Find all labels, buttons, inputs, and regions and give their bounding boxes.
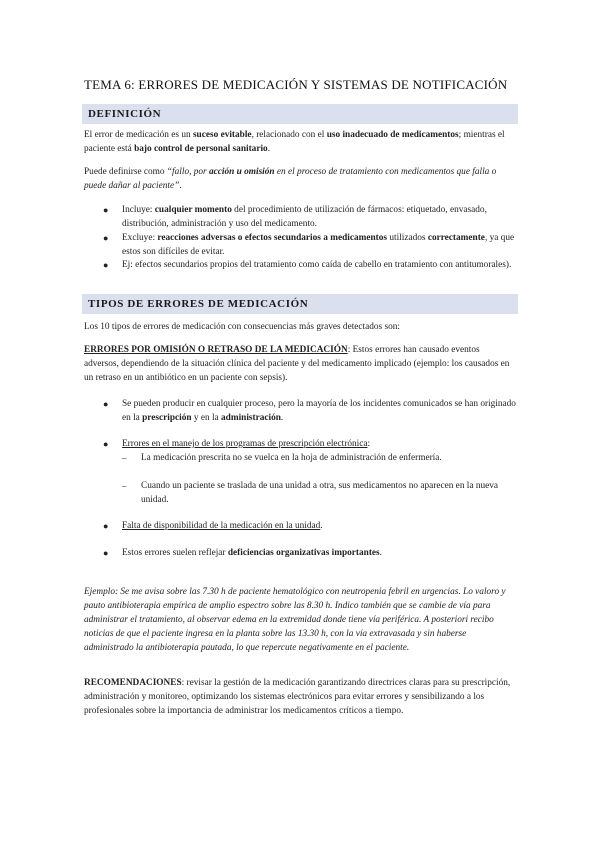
dash-icon: – xyxy=(122,453,127,463)
bullet-icon: ● xyxy=(103,548,109,558)
example-paragraph: Ejemplo: Se me avisa sobre las 7.30 h de paciente hematológico con neutropenia febril en urgencias. Lo valoro y pauto antibioterapia empírica de amplio espectro sobre las 8.30 h. Indico también que se cambie de vía para administrar el tratamiento, al observar edema en la extremidad donde tiene vía periférica. A posteriori recibo noticias de que el paciente ingresa en la planta sobre las 13.30 h, con la vía extravasada y sin haberse administrado la antibioterapia pautada, lo que repercute negativamente en el paciente. xyxy=(84,587,506,653)
bullet-icon: ● xyxy=(103,205,109,215)
recommendations-paragraph: RECOMENDACIONES: revisar la gestión de la medicación garantizando directrices claras para su prescripción, administración y monitoreo, optimizando los sistemas electrónicos para evitar errores y sensibilizando a los profesionales sobre la importancia de administrar los medicamentos críticos a tiempo. xyxy=(84,678,511,716)
list-item-prescripcion-electronica: Errores en el manejo de los programas de prescripción electrónica: xyxy=(122,439,371,449)
bullet-icon: ● xyxy=(103,260,109,270)
bullet-icon: ● xyxy=(103,439,109,449)
list-item-proceso: Se pueden producir en cualquier proceso, pero la mayoría de los incidentes comunicados se han originado en la prescripción y en la administración. xyxy=(122,399,516,423)
section-heading: DEFINICIÓN xyxy=(88,108,162,120)
list-item-excluye: Excluye: reacciones adversas o efectos secundarios a medicamentos utilizados correctamente, ya que estos son difíciles de evitar. xyxy=(122,233,515,257)
list-item-falta-disponibilidad: Falta de disponibilidad de la medicación en la unidad. xyxy=(122,521,323,531)
section-header-tipos xyxy=(82,294,518,314)
list-item-incluye: Incluye: cualquier momento del procedimiento de utilización de fármacos: etiquetado, envasado, distribución, administración y uso del medicamento. xyxy=(122,205,487,229)
omision-label: ERRORES POR OMISIÓN O RETRASO DE LA MEDICACIÓN xyxy=(84,345,348,355)
sub-item: La medicación prescrita no se vuelca en la hoja de administración de enfermería. xyxy=(141,453,442,463)
bullet-icon: ● xyxy=(103,233,109,243)
definition-quote-paragraph: Puede definirse como “fallo, por acción u omisión en el proceso de tratamiento con medicamentos que falla o puede dañar al paciente”. xyxy=(84,167,497,191)
sub-item: Cuando un paciente se traslada de una unidad a otra, sus medicamentos no aparecen en la nueva unidad. xyxy=(141,481,499,505)
document-title: TEMA 6: ERRORES DE MEDICACIÓN Y SISTEMAS DE NOTIFICACIÓN xyxy=(84,77,508,92)
omision-paragraph: ERRORES POR OMISIÓN O RETRASO DE LA MEDICACIÓN: Estos errores han causado eventos adversos, dependiendo de la situación clínica del paciente y del medicamento implicado (ejemplo: los causados en un retraso en un antibiótico en un paciente con sepsis). xyxy=(84,345,510,383)
dash-icon: – xyxy=(122,481,127,491)
section-header-definicion xyxy=(82,104,518,124)
definition-paragraph: El error de medicación es un suceso evitable, relacionado con el uso inadecuado de medicamentos; mientras el paciente está bajo control de personal sanitario. xyxy=(84,130,505,154)
tipos-intro: Los 10 tipos de errores de medicación con consecuencias más graves detectados son: xyxy=(84,322,400,332)
list-item-deficiencias: Estos errores suelen reflejar deficiencias organizativas importantes. xyxy=(122,548,382,558)
bullet-icon: ● xyxy=(103,521,109,531)
bullet-icon: ● xyxy=(103,399,109,409)
section-heading: TIPOS DE ERRORES DE MEDICACIÓN xyxy=(88,298,309,310)
recommendations-label: RECOMENDACIONES xyxy=(84,678,182,688)
list-item-ejemplo: Ej: efectos secundarios propios del tratamiento como caída de cabello en tratamiento con antitumorales). xyxy=(122,260,512,270)
